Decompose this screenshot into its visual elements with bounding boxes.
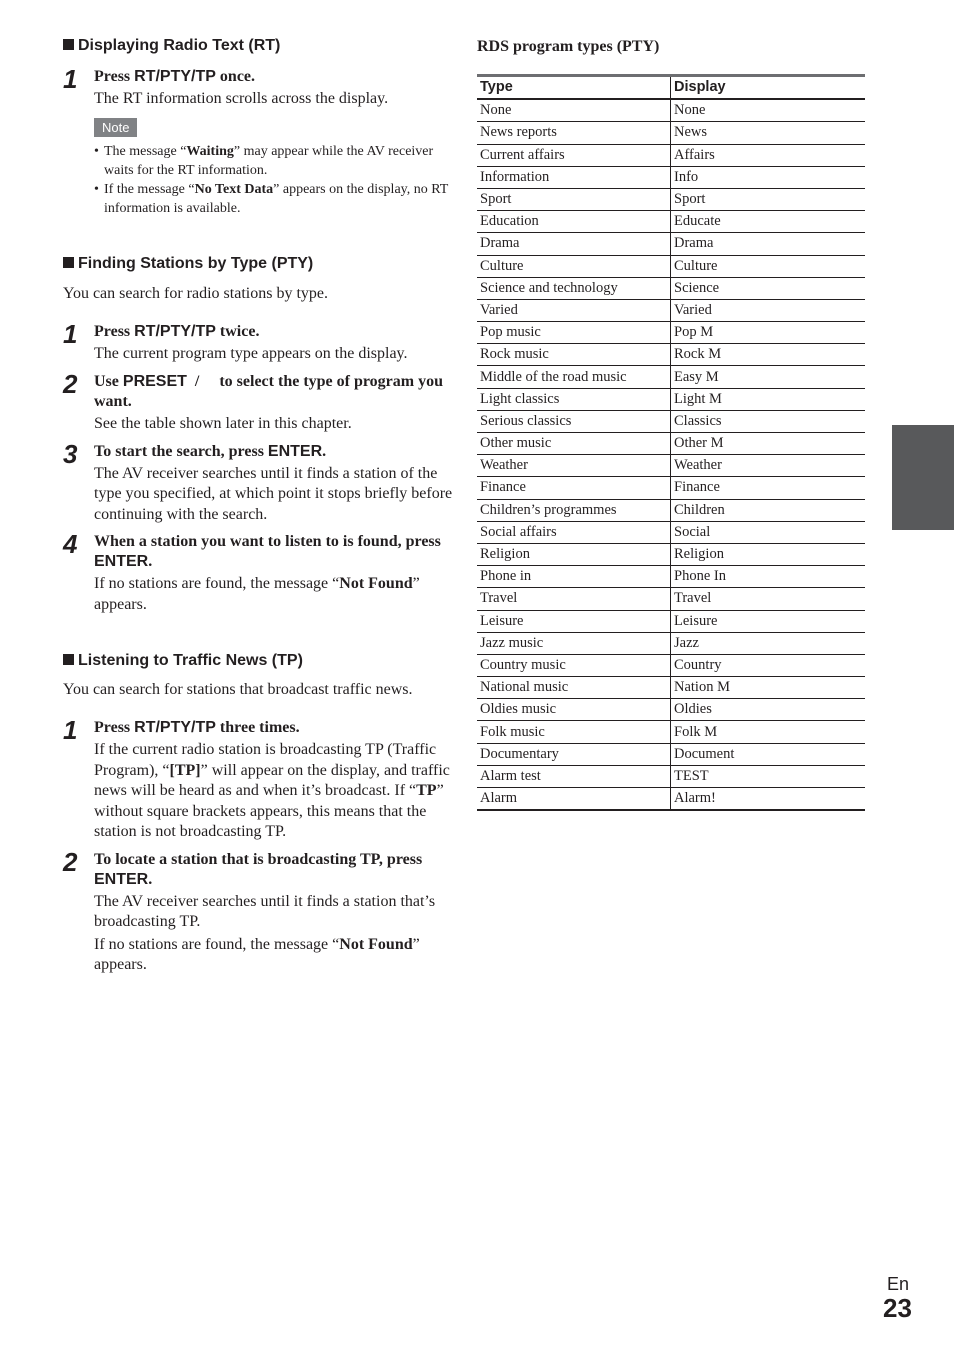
- button-name: RT/PTY/TP: [134, 322, 216, 340]
- heading-text: Displaying Radio Text (RT): [78, 37, 281, 54]
- step-title: [94, 532, 453, 572]
- cell-type: Alarm: [477, 788, 671, 811]
- title-part: three times.: [215, 719, 300, 736]
- table-row: [477, 433, 865, 455]
- cell-display: Travel: [671, 588, 866, 610]
- cell-type: Finance: [477, 477, 671, 499]
- table-row: [477, 233, 865, 255]
- table-row: [477, 99, 865, 122]
- step-title: [94, 67, 453, 87]
- cell-type: Oldies music: [477, 699, 671, 721]
- cell-display: Easy M: [671, 366, 866, 388]
- cell-display: Children: [671, 499, 866, 521]
- cell-display: Rock M: [671, 344, 866, 366]
- cell-type: Rock music: [477, 344, 671, 366]
- step-body: [94, 574, 453, 615]
- cell-type: News reports: [477, 122, 671, 144]
- cell-type: None: [477, 99, 671, 122]
- step-body: [94, 935, 453, 976]
- section-intro: You can search for radio stations by type.: [63, 284, 328, 302]
- title-part: Use: [94, 373, 123, 390]
- cell-display: Leisure: [671, 610, 866, 632]
- button-name: ENTER: [94, 553, 149, 570]
- table-row: [477, 388, 865, 410]
- title-part: To start the search, press: [94, 442, 268, 460]
- cell-type: Folk music: [477, 721, 671, 743]
- title-part: When a station you want to listen to is found, press: [94, 533, 441, 550]
- table-row: [477, 477, 865, 499]
- table-header-row: [477, 76, 865, 100]
- table-row: [477, 144, 865, 166]
- step-body: The current program type appears on the display.: [94, 344, 408, 362]
- cell-type: Social affairs: [477, 521, 671, 543]
- table-row: [477, 188, 865, 210]
- table-row: [477, 566, 865, 588]
- cell-type: Jazz music: [477, 632, 671, 654]
- square-bullet-icon: [63, 654, 74, 665]
- heading-text: Finding Stations by Type (PTY): [78, 254, 314, 272]
- step-body: [94, 740, 453, 843]
- note-emphasis: Waiting: [186, 143, 234, 159]
- pty-table: [477, 74, 865, 811]
- left-column: [63, 36, 453, 976]
- body-part: ” appears.: [94, 935, 420, 973]
- body-part: ” without square brackets appears, this means that the station is not broadcasting TP.: [94, 782, 444, 840]
- cell-display: Weather: [671, 455, 866, 477]
- note-text: The message “: [104, 143, 187, 159]
- table-row: [477, 654, 865, 676]
- cell-display: Classics: [671, 410, 866, 432]
- step-body: See the table shown later in this chapter.: [94, 415, 352, 432]
- table-row: [477, 455, 865, 477]
- body-part: ” will appear on the display, and traffic news will be heard as and when it’s broadcast. If “: [94, 761, 450, 799]
- table-row: [477, 743, 865, 765]
- step-number: 4: [63, 529, 78, 559]
- page-language: En: [887, 1274, 910, 1294]
- cell-display: Affairs: [671, 144, 866, 166]
- pty-step-3: [63, 438, 453, 526]
- table-row: [477, 588, 865, 610]
- cell-display: Pop M: [671, 322, 866, 344]
- note-list: [94, 142, 453, 218]
- step-number: 2: [63, 369, 78, 399]
- cell-display: Phone In: [671, 566, 866, 588]
- step-title: [94, 718, 453, 738]
- table-row: [477, 765, 865, 787]
- cell-display: Finance: [671, 477, 866, 499]
- button-name: ENTER: [94, 870, 149, 888]
- cell-display: Drama: [671, 233, 866, 255]
- table-body: [477, 99, 865, 810]
- body-part: If no stations are found, the message “: [94, 935, 340, 953]
- cell-type: Religion: [477, 543, 671, 565]
- body-emphasis: [TP]: [169, 761, 201, 779]
- cell-type: Varied: [477, 299, 671, 321]
- body-part: If no stations are found, the message “: [94, 575, 340, 592]
- tp-step-2: [63, 846, 453, 976]
- cell-display: Other M: [671, 433, 866, 455]
- title-part: Press: [94, 68, 135, 85]
- cell-display: Jazz: [671, 632, 866, 654]
- cell-type: Documentary: [477, 743, 671, 765]
- title-part: / to select the type of program you want.: [94, 373, 448, 410]
- note-emphasis: No Text Data: [194, 181, 274, 197]
- cell-display: Science: [671, 277, 866, 299]
- body-emphasis: Not Found: [339, 935, 413, 953]
- section-intro: You can search for stations that broadcast traffic news.: [63, 681, 413, 698]
- cell-type: Science and technology: [477, 277, 671, 299]
- cell-type: Middle of the road music: [477, 366, 671, 388]
- table-row: [477, 788, 865, 811]
- note-badge: Note: [94, 118, 137, 137]
- pty-step-4: [63, 529, 453, 615]
- rt-step-1: [63, 64, 453, 218]
- square-bullet-icon: [63, 257, 74, 268]
- cell-display: Educate: [671, 211, 866, 233]
- cell-display: Folk M: [671, 721, 866, 743]
- step-title: [94, 372, 453, 412]
- cell-type: Culture: [477, 255, 671, 277]
- section-heading-tp: [63, 651, 453, 671]
- tp-step-1: [63, 715, 453, 843]
- cell-type: Travel: [477, 588, 671, 610]
- step-body: The AV receiver searches until it finds a station of the type you specified, at which point it stops briefly before continuing with the search.: [94, 464, 453, 523]
- step-number: 1: [63, 318, 78, 349]
- right-column: [477, 37, 865, 811]
- title-part: To locate a station that is broadcasting TP, press: [94, 850, 423, 868]
- step-number: 2: [63, 846, 78, 877]
- cell-display: Religion: [671, 543, 866, 565]
- cell-type: Leisure: [477, 610, 671, 632]
- cell-type: Serious classics: [477, 410, 671, 432]
- note-item: [94, 142, 453, 180]
- button-name: ENTER: [267, 442, 323, 460]
- cell-display: Nation M: [671, 677, 866, 699]
- cell-type: Country music: [477, 654, 671, 676]
- cell-display: News: [671, 122, 866, 144]
- cell-display: Info: [671, 166, 866, 188]
- heading-text: Listening to Traffic News (TP): [78, 652, 303, 669]
- body-part: ” appears.: [94, 575, 420, 613]
- table-row: [477, 632, 865, 654]
- note-text: If the message “: [104, 181, 195, 197]
- table-row: [477, 344, 865, 366]
- table-row: [477, 322, 865, 344]
- body-emphasis: TP: [416, 782, 437, 799]
- cell-type: Light classics: [477, 388, 671, 410]
- section-heading-rt: [63, 36, 453, 56]
- table-row: [477, 721, 865, 743]
- column-header-display: Display: [671, 76, 866, 100]
- table-row: [477, 366, 865, 388]
- note-text: ” appears on the display, no RT information is available.: [104, 181, 449, 216]
- pty-step-1: [63, 318, 453, 365]
- step-number: 1: [63, 715, 78, 745]
- note-item: [94, 180, 453, 218]
- step-title: [94, 322, 453, 342]
- cell-type: Pop music: [477, 322, 671, 344]
- table-title: RDS program types (PTY): [477, 38, 660, 55]
- cell-type: Children’s programmes: [477, 499, 671, 521]
- title-part: Press: [94, 322, 135, 340]
- title-part: once.: [215, 68, 256, 85]
- cell-display: Oldies: [671, 699, 866, 721]
- square-bullet-icon: [63, 39, 74, 50]
- step-title: [94, 442, 453, 462]
- step-body: The AV receiver searches until it finds a station that’s broadcasting TP.: [94, 892, 436, 930]
- column-header-type: Type: [477, 76, 671, 100]
- cell-display: TEST: [671, 765, 866, 787]
- section-heading-pty: [63, 254, 453, 274]
- cell-type: Phone in: [477, 566, 671, 588]
- table-row: [477, 699, 865, 721]
- cell-display: Social: [671, 521, 866, 543]
- cell-display: Document: [671, 743, 866, 765]
- table-row: [477, 410, 865, 432]
- cell-type: Drama: [477, 233, 671, 255]
- cell-type: Current affairs: [477, 144, 671, 166]
- cell-type: Alarm test: [477, 765, 671, 787]
- side-tab: [892, 425, 954, 530]
- title-part: Press: [94, 719, 135, 736]
- table-row: [477, 277, 865, 299]
- cell-display: Light M: [671, 388, 866, 410]
- title-part: twice.: [215, 322, 260, 340]
- table-row: [477, 543, 865, 565]
- body-part: If the current radio station is broadcasting TP (Traffic Program), “: [94, 741, 437, 779]
- table-row: [477, 677, 865, 699]
- cell-display: Culture: [671, 255, 866, 277]
- table-row: [477, 521, 865, 543]
- title-part: .: [148, 553, 153, 570]
- button-name: RT/PTY/TP: [134, 719, 216, 736]
- cell-type: Sport: [477, 188, 671, 210]
- page-number: 23: [883, 1293, 912, 1323]
- step-body: The RT information scrolls across the display.: [94, 90, 389, 107]
- cell-display: Sport: [671, 188, 866, 210]
- cell-type: Weather: [477, 455, 671, 477]
- step-number: 1: [63, 64, 78, 94]
- step-title: [94, 850, 453, 890]
- cell-type: Information: [477, 166, 671, 188]
- cell-display: None: [671, 99, 866, 122]
- step-number: 3: [63, 438, 78, 469]
- title-part: .: [322, 442, 327, 460]
- cell-display: Varied: [671, 299, 866, 321]
- table-row: [477, 610, 865, 632]
- table-row: [477, 299, 865, 321]
- cell-display: Country: [671, 654, 866, 676]
- table-row: [477, 499, 865, 521]
- pty-step-2: [63, 369, 453, 435]
- table-row: [477, 211, 865, 233]
- table-row: [477, 255, 865, 277]
- cell-type: National music: [477, 677, 671, 699]
- button-name: PRESET: [122, 373, 187, 390]
- cell-type: Other music: [477, 433, 671, 455]
- table-row: [477, 166, 865, 188]
- note-text: ” may appear while the AV receiver waits for the RT information.: [104, 143, 434, 178]
- cell-display: Alarm!: [671, 788, 866, 811]
- body-emphasis: Not Found: [339, 575, 413, 592]
- table-row: [477, 122, 865, 144]
- cell-type: Education: [477, 211, 671, 233]
- button-name: RT/PTY/TP: [134, 68, 216, 85]
- title-part: .: [148, 870, 153, 888]
